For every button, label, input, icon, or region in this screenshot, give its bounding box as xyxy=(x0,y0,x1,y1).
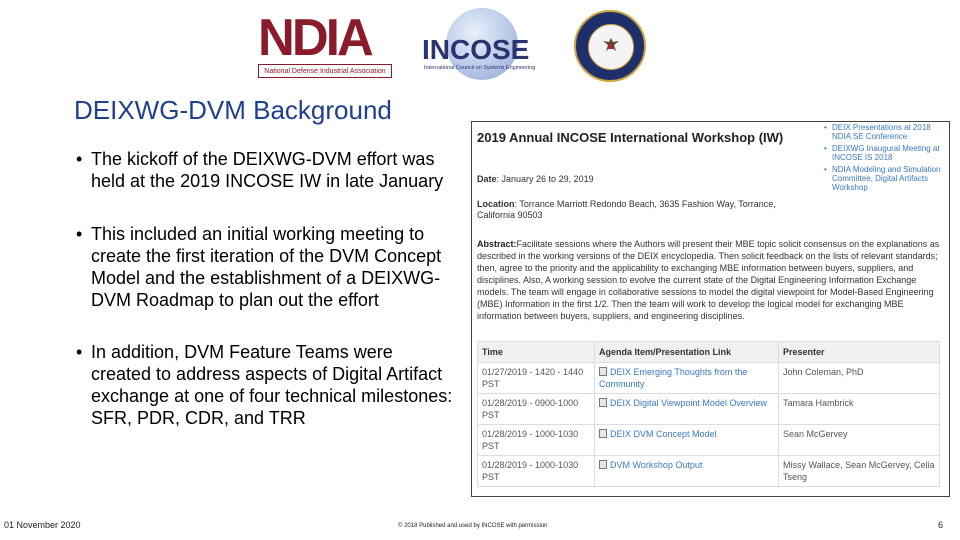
seal-center xyxy=(588,24,634,70)
document-icon xyxy=(599,429,607,438)
related-links xyxy=(824,123,946,195)
abstract-text xyxy=(477,238,943,322)
location-label: Location xyxy=(477,199,515,209)
slide-title: DEIXWG-DVM Background xyxy=(74,95,392,125)
abstract-label: Abstract: xyxy=(477,239,517,249)
link-bullet-icon: • xyxy=(824,165,827,174)
incose-logo-tagline: International Council on Systems Engineering xyxy=(424,65,536,71)
row-agenda-item[interactable]: DEIX Digital Viewpoint Model Overview xyxy=(595,394,779,425)
date-value: January 26 to 29, 2019 xyxy=(501,174,594,184)
incose-logo-letters: INCOSE xyxy=(422,34,530,65)
row-presenter: Sean McGervey xyxy=(779,425,940,456)
table-row xyxy=(478,363,940,394)
related-link[interactable]: • NDIA Modeling and Simulation Committee, Digital Artifacts Workshop xyxy=(824,165,941,192)
bullet-icon: • xyxy=(76,342,83,362)
related-link[interactable]: • DEIX Presentations at 2018 NDIA SE Conference xyxy=(824,123,931,141)
incose-logo xyxy=(414,8,540,82)
eagle-icon xyxy=(601,35,621,55)
abstract-body: Facilitate sessions where the Authors will present their MBE topic solicit consensus on the explanations as described in the working versions of the DEIX encyclopedia. Then solicit feedback on the lists of relevant standards; then, agree to the priority and the applicability to exchanging MBE information between buyers, suppliers, and disciplines. Also, A working session to evolve the current state of the Digital Engineering Information Exchange models. The team will engage in collaborative sessions to model the digital viewpoint for Model-Based Engineering (MBE) Information in the first 1/2. Then the team will work to develop the logical model for exchanging MBE information between buyers, suppliers, and engineering disciplines. xyxy=(477,239,940,321)
related-link[interactable]: • DEIXWG Inaugural Meeting at INCOSE IS 2018 xyxy=(824,144,940,162)
workshop-webpage-screenshot xyxy=(471,121,950,497)
header-time: Time xyxy=(478,342,595,363)
row-presenter: John Coleman, PhD xyxy=(779,363,940,394)
row-presenter: Missy Wallace, Sean McGervey, Celia Tseng xyxy=(779,456,940,487)
row-time: 01/28/2019 - 1000-1030 PST xyxy=(478,425,595,456)
document-icon xyxy=(599,367,607,376)
page-number: 6 xyxy=(938,520,944,530)
document-icon xyxy=(599,460,607,469)
row-presenter: Tamara Hambrick xyxy=(779,394,940,425)
row-agenda-item[interactable]: DEIX DVM Concept Model xyxy=(595,425,779,456)
header-presenter: Presenter xyxy=(779,342,940,363)
link-bullet-icon: • xyxy=(824,123,827,132)
row-agenda-item[interactable]: DEIX Emerging Thoughts from the Community xyxy=(595,363,779,394)
table-row xyxy=(478,425,940,456)
table-row xyxy=(478,394,940,425)
bullet-text: This included an initial working meeting to create the first iteration of the DVM Concept Model and the establishment of a DEIXWG-DVM Roadmap to plan out the effort xyxy=(91,224,442,310)
row-time: 01/28/2019 - 1000-1030 PST xyxy=(478,456,595,487)
event-location: Location: Torrance Marriott Redondo Beach, 3635 Fashion Way, Torrance, California 90503 xyxy=(477,199,776,220)
event-date: Date: January 26 to 29, 2019 xyxy=(477,174,594,184)
agenda-table xyxy=(477,341,940,487)
bullet-icon: • xyxy=(76,224,83,244)
date-label: Date xyxy=(477,174,497,184)
bullet-text: The kickoff of the DEIXWG-DVM effort was held at the 2019 INCOSE IW in late January xyxy=(91,149,444,191)
bullet-icon: • xyxy=(76,149,83,169)
table-header-row xyxy=(478,342,940,363)
bullet-text: In addition, DVM Feature Teams were created to address aspects of Digital Artifact exchange at one of four technical milestones: SFR, PDR, CDR, and TRR xyxy=(91,342,453,428)
document-icon xyxy=(599,398,607,407)
ndia-logo xyxy=(258,9,392,78)
panel-title: 2019 Annual INCOSE International Workshop (IW) xyxy=(477,130,784,145)
header-agenda-item: Agenda Item/Presentation Link xyxy=(595,342,779,363)
footer-date: 01 November 2020 xyxy=(4,520,81,530)
link-bullet-icon: • xyxy=(824,144,827,153)
ndia-logo-name: National Defense Industrial Association xyxy=(258,64,392,78)
row-agenda-item[interactable]: DVM Workshop Output xyxy=(595,456,779,487)
row-time: 01/28/2019 - 0900-1000 PST xyxy=(478,394,595,425)
dod-seal-logo xyxy=(574,10,646,82)
location-value: Torrance Marriott Redondo Beach, 3635 Fashion Way, Torrance, California 90503 xyxy=(477,199,776,220)
row-time: 01/27/2019 - 1420 - 1440 PST xyxy=(478,363,595,394)
ndia-logo-letters: NDIA xyxy=(258,9,371,67)
table-row xyxy=(478,456,940,487)
footer-copyright: © 2018 Published and used by INCOSE with permission xyxy=(398,523,548,529)
